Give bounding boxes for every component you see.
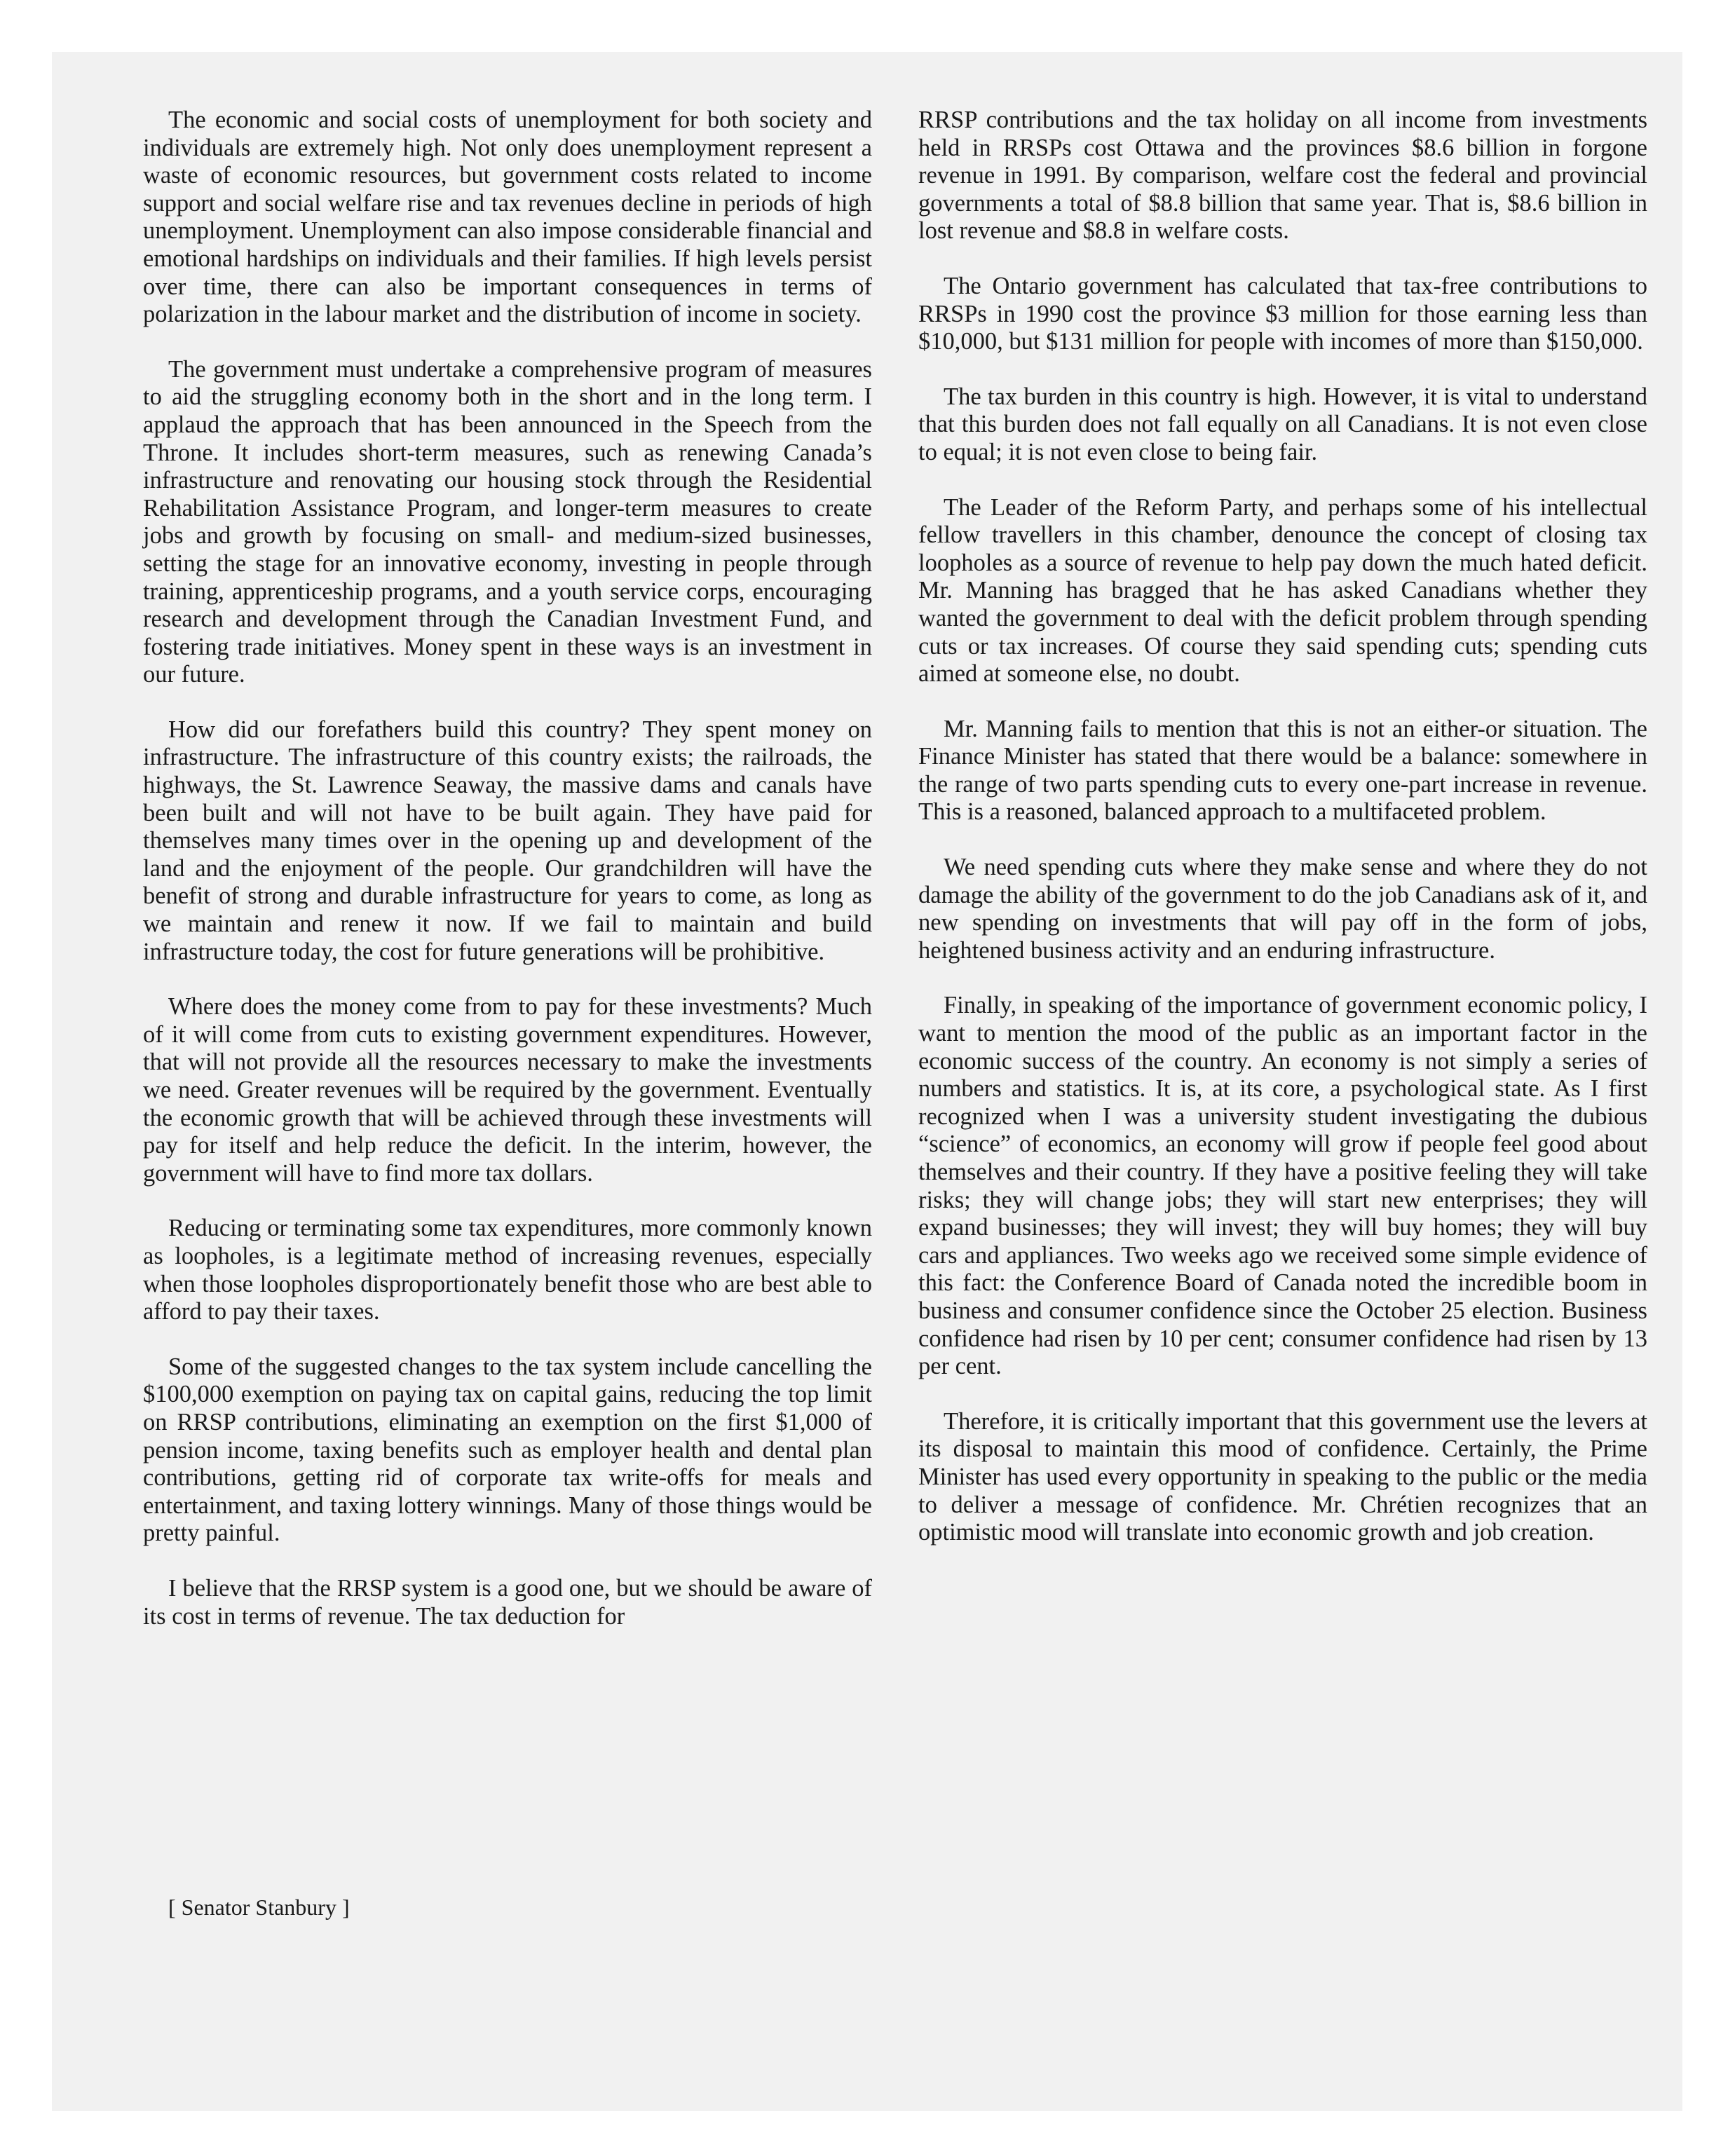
paragraph: Where does the money come from to pay for these investments? Much of it will come from cuts to existing government expenditures. However, that will not provide all the resources necessary to make the investments we need. Greater revenues will be required by the government. Eventually the economic growth that will be achieved through these investments will pay for itself and help reduce the deficit. In the interim, however, the government will have to find more tax dollars. <box>143 993 872 1187</box>
paragraph: We need spending cuts where they make sense and where they do not damage the ability of the government to do the job Canadians ask of it, and new spending on investments that will pay off in the form of jobs, heightened business activity and an enduring infrastructure. <box>918 854 1647 964</box>
paragraph: Some of the suggested changes to the tax system include cancelling the $100,000 exemption on paying tax on capital gains, reducing the top limit on RRSP contributions, eliminating an exemption on the first $1,000 of pension income, taxing benefits such as employer health and dental plan contributions, getting rid of corporate tax write-offs for meals and entertainment, and taxing lottery winnings. Many of those things would be pretty painful. <box>143 1353 872 1547</box>
paragraph: The Ontario government has calculated that tax-free contributions to RRSPs in 1990 cost the province $3 million for those earning less than $10,000, but $131 million for people with incomes of more than $150,000. <box>918 272 1647 355</box>
paragraph: The government must undertake a comprehensive program of measures to aid the struggling economy both in the short and in the long term. I applaud the approach that has been announced in the Speech from the Throne. It includes short-term measures, such as renewing Canada’s infrastructure and renovating our housing stock through the Residential Rehabilitation Assistance Program, and longer-term measures to create jobs and growth by focusing on small- and medium-sized businesses, setting the stage for an innovative economy, investing in people through training, apprenticeship programs, and a youth service corps, encouraging research and development through the Canadian Investment Fund, and fostering trade initiatives. Money spent in these ways is an investment in our future. <box>143 355 872 688</box>
paragraph: The Leader of the Reform Party, and perhaps some of his intellectual fellow travellers in this chamber, denounce the concept of closing tax loopholes as a source of revenue to help pay down the much hated deficit. Mr. Manning has bragged that he has asked Canadians whether they wanted the government to deal with the deficit problem through spending cuts or tax increases. Of course they said spending cuts; spending cuts aimed at someone else, no doubt. <box>918 493 1647 688</box>
paragraph: How did our forefathers build this country? They spent money on infrastructure. The infrastructure of this country exists; the railroads, the highways, the St. Lawrence Seaway, the massive dams and canals have been built and will not have to be built again. They have paid for themselves many times over in the opening up and development of the land and the enjoyment of the people. Our grandchildren will have the benefit of strong and durable infrastructure for years to come, as long as we maintain and renew it now. If we fail to maintain and build infrastructure today, the cost for future generations will be prohibitive. <box>143 716 872 965</box>
paragraph: I believe that the RRSP system is a good one, but we should be aware of its cost in terms of revenue. The tax deduction for <box>143 1574 872 1630</box>
right-column <box>918 107 1647 1574</box>
paragraph: The tax burden in this country is high. However, it is vital to understand that this burden does not fall equally on all Canadians. It is not even close to equal; it is not even close to being fair. <box>918 383 1647 465</box>
speaker-footer: [ Senator Stanbury ] <box>168 1895 350 1920</box>
paragraph: Therefore, it is critically important that this government use the levers at its disposal to maintain this mood of confidence. Certainly, the Prime Minister has used every opportunity in speaking to the public or the media to deliver a message of confidence. Mr. Chrétien recognizes that an optimistic mood will translate into economic growth and job creation. <box>918 1407 1647 1546</box>
paragraph: The economic and social costs of unemployment for both society and individuals are extremely high. Not only does unemployment represent a waste of economic resources, but government costs related to income support and social welfare rise and tax revenues decline in periods of high unemployment. Unemployment can also impose considerable financial and emotional hardships on individuals and their families. If high levels persist over time, there can also be important consequences in terms of polarization in the labour market and the distribution of income in society. <box>143 107 872 328</box>
paragraph: Mr. Manning fails to mention that this is not an either-or situation. The Finance Minister has stated that there would be a balance: somewhere in the range of two parts spending cuts to every one-part increase in revenue. This is a reasoned, balanced approach to a multifaceted problem. <box>918 715 1647 826</box>
left-column <box>143 107 872 1658</box>
paragraph: Reducing or terminating some tax expenditures, more commonly known as loopholes, is a legitimate method of increasing revenues, especially when those loopholes disproportionately benefit those who are best able to afford to pay their taxes. <box>143 1215 872 1325</box>
page-sheet <box>52 52 1682 2111</box>
paragraph: Finally, in speaking of the importance of government economic policy, I want to mention the mood of the public as an important factor in the economic success of the country. An economy is not simply a series of numbers and statistics. It is, at its core, a psychological state. As I first recognized when I was a university student investigating the dubious “science” of economics, an economy will grow if people feel good about themselves and their country. If they have a positive feeling they will take risks; they will change jobs; they will start new enterprises; they will expand businesses; they will invest; they will buy homes; they will buy cars and appliances. Two weeks ago we received some simple evidence of this fact: the Conference Board of Canada noted the incredible boom in business and consumer confidence since the October 25 election. Business confidence had risen by 10 per cent; consumer confidence had risen by 13 per cent. <box>918 992 1647 1380</box>
paragraph-continuation: RRSP contributions and the tax holiday on all income from investments held in RRSPs cost Ottawa and the provinces $8.6 billion in forgone revenue in 1991. By comparison, welfare cost the federal and provincial governments a total of $8.8 billion that same year. That is, $8.6 billion in lost revenue and $8.8 in welfare costs. <box>918 107 1647 245</box>
